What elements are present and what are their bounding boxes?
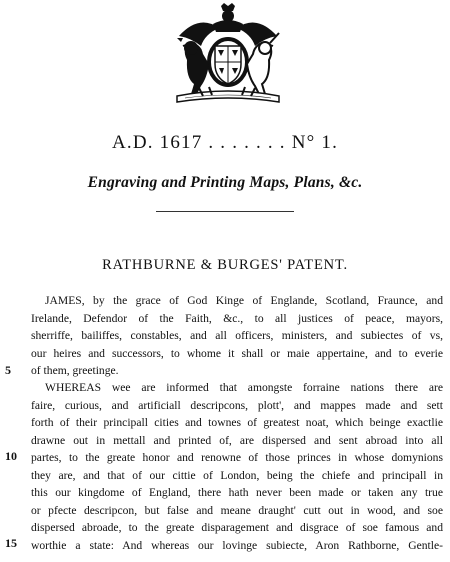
text-line: dispersed abroade, to the greate disparagement and disgrace of soe famous and	[31, 521, 443, 534]
leader-dots: . . . . . . .	[208, 132, 286, 153]
patent-number: N° 1.	[291, 132, 339, 153]
text-line: sherriffe, bailiffes, constables, and all officers, ministers, and subiectes of vs,	[31, 329, 443, 342]
text-line: forth of their principall cities and townes of greatest noat, which beinge exactlie	[31, 416, 443, 429]
text-line: faire, curious, and artificiall descripcons, plott', and mappes made and sett	[31, 398, 443, 412]
text-line: WHEREAS wee are informed that amongste forraine nations there are	[45, 381, 443, 394]
whereas-paragraph	[31, 379, 443, 554]
text-line: worthie a state: And whereas our lovinge subiecte, Aron Rathborne, Gentle-	[31, 538, 443, 552]
text-line: of them, greetinge.	[31, 364, 119, 377]
text-line: our heires and successors, to whome it shall or maie appertaine, and to everie	[31, 346, 443, 360]
patent-title: Engraving and Printing Maps, Plans, &c.	[87, 174, 363, 191]
text-line: this our kingdome of England, there hath never been made or taken any true	[31, 486, 443, 499]
opening-paragraph	[31, 292, 443, 380]
text-line: partes, to the greate honor and renowne of those princes in whose domynions	[31, 451, 443, 464]
patentee-heading: RATHBURNE & BURGES' PATENT.	[102, 257, 348, 273]
text-line: or pfecte descripcon, but false and meane draught' cutt out in wood, and soe	[31, 503, 443, 517]
text-line: JAMES, by the grace of God Kinge of Englande, Scotland, Fraunce, and	[45, 294, 443, 307]
line-number: 5	[5, 363, 11, 377]
year-label: A.D. 1617	[111, 132, 203, 153]
line-number: 10	[5, 449, 17, 463]
text-line: Irelande, Defendor of the Faith, &c., to all justices of peace, mayors,	[31, 311, 443, 325]
text-line: drawne out in mettall and printed of, are dispersed and sent abroad into all	[31, 433, 443, 447]
royal-coat-of-arms	[169, 2, 287, 112]
title-divider	[156, 211, 294, 212]
patent-date-number-line	[0, 132, 450, 154]
text-line: they are, and that of our cittie of London, being the chiefe and principall in	[31, 468, 443, 482]
line-number: 15	[5, 536, 17, 550]
